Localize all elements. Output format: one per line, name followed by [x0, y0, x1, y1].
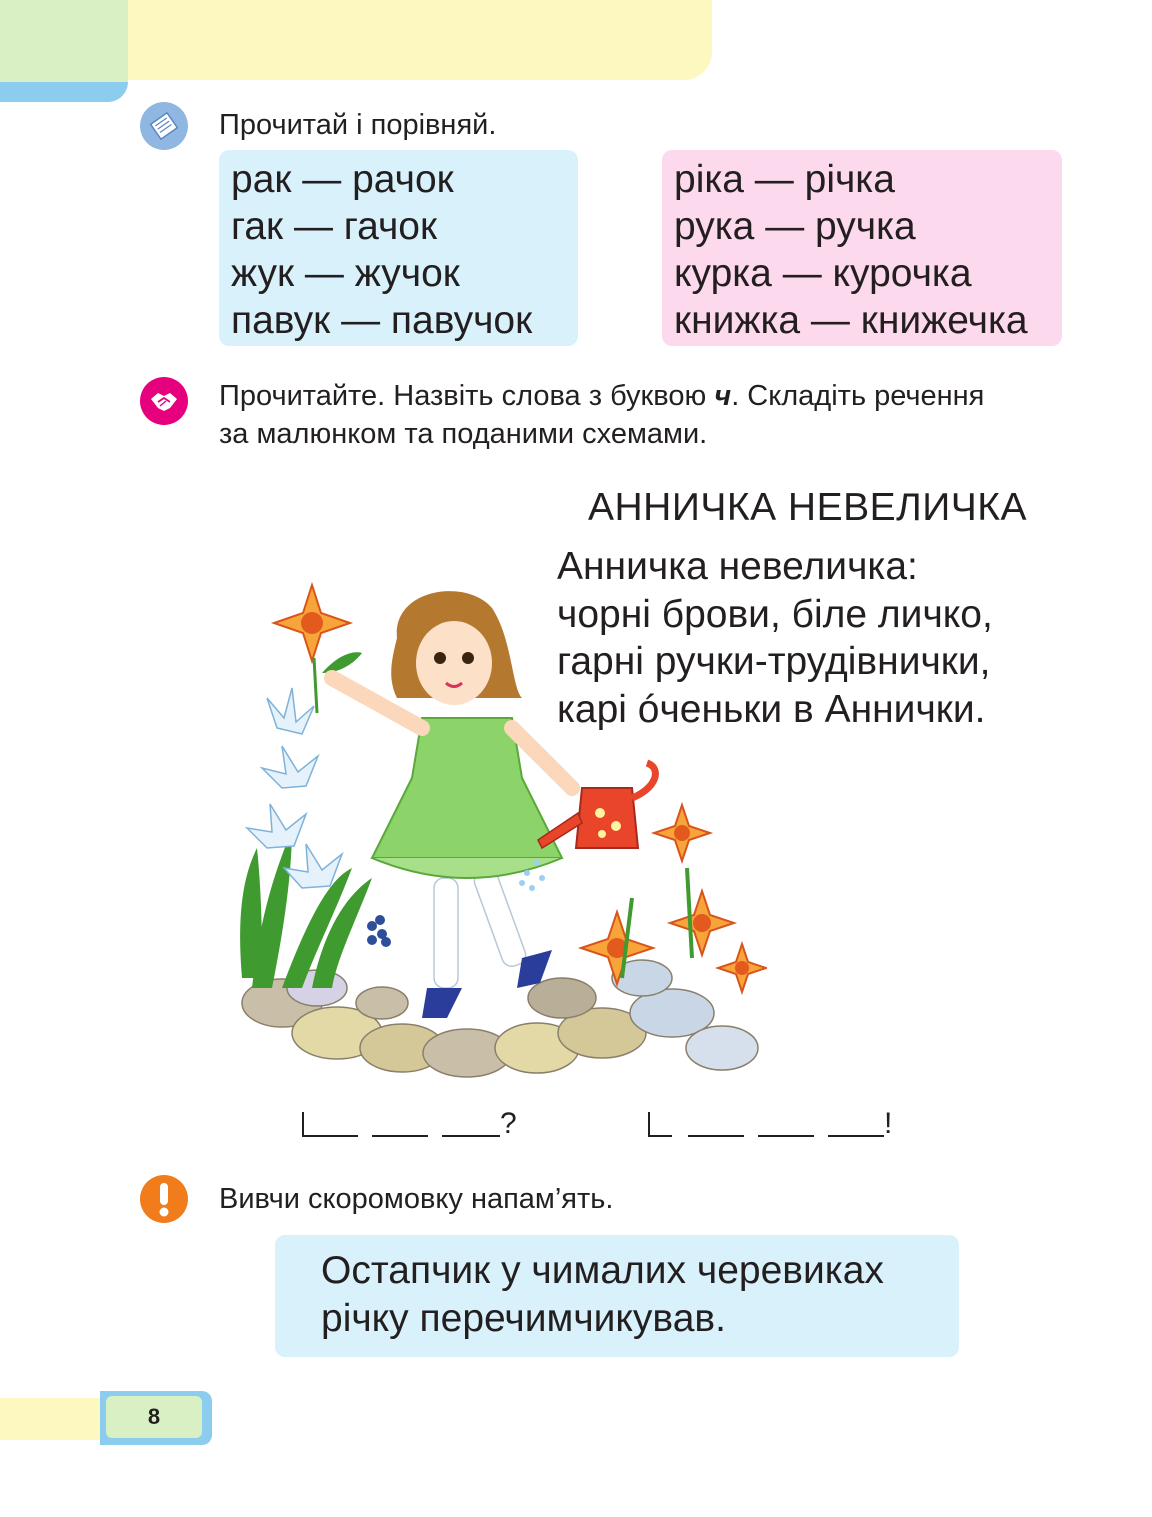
word-pair: гак — гачок — [231, 205, 438, 248]
poem-line: чорні брови, біле личко, — [557, 592, 993, 636]
tongue-twister-box — [275, 1235, 959, 1357]
book-icon — [140, 102, 188, 150]
word-box-right — [662, 150, 1062, 346]
footer-yellow-band — [0, 1398, 110, 1440]
word-pair: павук — павучок — [231, 299, 533, 342]
scheme-word-line — [442, 1135, 500, 1137]
word-pair: рука — ручка — [674, 205, 916, 248]
exclamation-icon — [140, 1175, 188, 1223]
word-pair: курка — курочка — [674, 252, 972, 295]
word-pair: жук — жучок — [231, 252, 460, 295]
task2-instruction-text: Прочитайте. Назвіть слова з буквою — [219, 380, 715, 412]
scheme-end-mark: ? — [500, 1107, 517, 1140]
task3-instruction: Вивчи скоромовку напам’ять. — [219, 1183, 614, 1215]
poem-line: Анничка невеличка: — [557, 545, 918, 588]
scheme-end-mark: ! — [884, 1107, 893, 1140]
page-number: 8 — [106, 1396, 202, 1438]
word-pair: ріка — річка — [674, 158, 895, 201]
scheme-word-line — [372, 1135, 428, 1137]
poem-title: АННИЧКА НЕВЕЛИЧКА — [588, 486, 1027, 529]
word-box-left — [219, 150, 578, 346]
task2-instruction-line2: за малюнком та поданими схемами. — [219, 418, 708, 450]
task2-instruction — [219, 377, 984, 415]
scheme-capital-mark — [302, 1112, 304, 1136]
scheme-word-line — [648, 1135, 672, 1137]
word-pair: рак — рачок — [231, 158, 454, 201]
header-yellow-band — [128, 0, 712, 80]
header-green-block — [0, 0, 128, 82]
scheme-word-line — [828, 1135, 884, 1137]
word-pair: книжка — книжечка — [674, 299, 1028, 342]
scheme-word-line — [302, 1135, 358, 1137]
scheme-capital-mark — [648, 1112, 650, 1136]
task1-instruction: Прочитай і порівняй. — [219, 109, 497, 141]
poem-line: гарні ручки-трудівнички, — [557, 640, 991, 683]
poem-line: карі óченьки в Аннички. — [557, 687, 986, 731]
girl-watering-flowers-illustration — [222, 578, 767, 1088]
scheme-word-line — [758, 1135, 814, 1137]
task2-instruction-letter: ч — [714, 380, 732, 412]
header-blue-strip — [0, 82, 128, 102]
tongue-twister-line: річку перечимчикував. — [321, 1297, 726, 1340]
handshake-icon — [140, 377, 188, 425]
scheme-word-line — [688, 1135, 744, 1137]
task2-instruction-text: . Складіть речення — [731, 380, 985, 412]
tongue-twister-line: Остапчик у чималих черевиках — [321, 1249, 884, 1292]
